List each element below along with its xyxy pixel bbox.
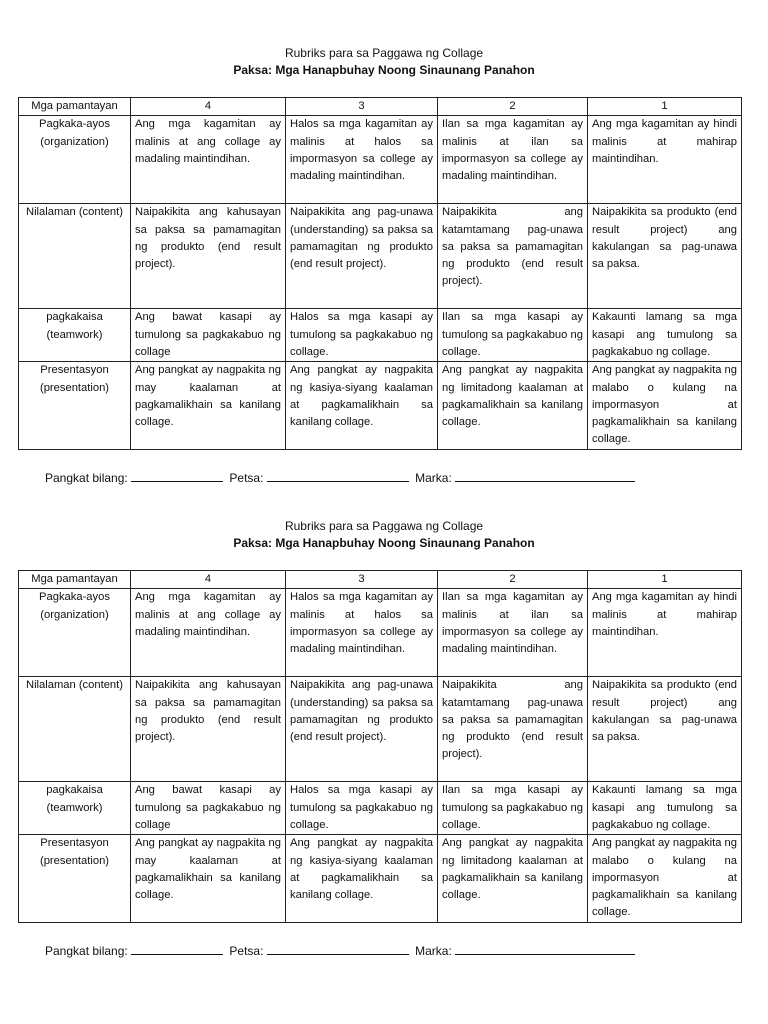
descriptor-cell: Ang pangkat ay nagpakita ng kasiya-siyang kaalaman at pagkamalikhain sa kanilang collage. [286,835,438,922]
descriptor-cell: Naipakikita ang kahusayan sa paksa sa pamamagitan ng produkto (end result project). [131,677,286,782]
descriptor-cell: Halos sa mga kasapi ay tumulong sa pagkakabuo ng collage. [286,782,438,835]
rubric-subtitle: Paksa: Mga Hanapbuhay Noong Sinaunang Panahon [233,536,535,550]
rubric-title-block [0,45,768,79]
descriptor-cell: Naipakikita ang kahusayan sa paksa sa pamamagitan ng produkto (end result project). [131,204,286,309]
descriptor-cell: Naipakikita ang katamtamang pag-unawa sa paksa sa pamamagitan ng produkto (end result project). [438,204,588,309]
descriptor-cell: Naipakikita sa produkto (end result project) ang kakulangan sa pag-unawa sa paksa. [588,204,742,309]
descriptor-cell: Ilan sa mga kasapi ay tumulong sa pagkakabuo ng collage. [438,782,588,835]
date-blank[interactable] [267,942,409,955]
table-row [19,116,742,204]
descriptor-cell: Kakaunti lamang sa mga kasapi ang tumulong sa pagkakabuo ng collage. [588,309,742,362]
rubric-sheet [0,45,768,485]
descriptor-cell: Ang bawat kasapi ay tumulong sa pagkakabuo ng collage [131,782,286,835]
criterion-cell: Presentasyon (presentation) [19,835,131,922]
descriptor-cell: Halos sa mga kagamitan ay malinis at halos sa impormasyon sa college ay madaling maintindihan. [286,116,438,204]
table-row [19,204,742,309]
rubric-title: Rubriks para sa Paggawa ng Collage [284,46,484,60]
header-score-2: 2 [438,571,588,589]
descriptor-cell: Naipakikita sa produkto (end result project) ang kakulangan sa pag-unawa sa paksa. [588,677,742,782]
rubric-title: Rubriks para sa Paggawa ng Collage [284,519,484,533]
header-score-1: 1 [588,571,742,589]
rubric-subtitle: Paksa: Mga Hanapbuhay Noong Sinaunang Panahon [233,63,535,77]
descriptor-cell: Ang pangkat ay nagpakita ng may kaalaman at pagkamalikhain sa kanilang collage. [131,362,286,449]
descriptor-cell: Naipakikita ang pag-unawa (understanding) sa paksa sa pamamagitan ng produkto (end result project). [286,677,438,782]
header-criteria: Mga pamantayan [19,571,131,589]
descriptor-cell: Ang pangkat ay nagpakita ng kasiya-siyang kaalaman at pagkamalikhain sa kanilang collage. [286,362,438,449]
rubric-sheet [0,518,768,958]
table-row [19,782,742,835]
header-score-3: 3 [286,571,438,589]
group-number-label: Pangkat bilang: [45,944,128,958]
descriptor-cell: Ang pangkat ay nagpakita ng may kaalaman at pagkamalikhain sa kanilang collage. [131,835,286,922]
table-row [19,309,742,362]
criterion-cell: pagkakaisa (teamwork) [19,782,131,835]
group-number-blank[interactable] [131,469,223,482]
grade-label: Marka: [415,944,452,958]
header-score-4: 4 [131,571,286,589]
descriptor-cell: Halos sa mga kasapi ay tumulong sa pagkakabuo ng collage. [286,309,438,362]
descriptor-cell: Ilan sa mga kasapi ay tumulong sa pagkakabuo ng collage. [438,309,588,362]
descriptor-cell: Ang mga kagamitan ay malinis at ang collage ay madaling maintindihan. [131,116,286,204]
descriptor-cell: Kakaunti lamang sa mga kasapi ang tumulong sa pagkakabuo ng collage. [588,782,742,835]
rubric-table [18,570,742,923]
date-label: Petsa: [229,471,264,485]
header-row [19,98,742,116]
grade-blank[interactable] [455,942,635,955]
criterion-cell: Pagkaka-ayos (organization) [19,589,131,677]
table-row [19,677,742,782]
header-score-1: 1 [588,98,742,116]
rubric-table [18,97,742,450]
descriptor-cell: Ilan sa mga kagamitan ay malinis at ilan sa impormasyon sa college ay madaling maintindihan. [438,589,588,677]
criterion-cell: Nilalaman (content) [19,677,131,782]
table-row [19,835,742,922]
descriptor-cell: Ang mga kagamitan ay malinis at ang collage ay madaling maintindihan. [131,589,286,677]
descriptor-cell: Ang mga kagamitan ay hindi malinis at mahirap maintindihan. [588,589,742,677]
descriptor-cell: Ang pangkat ay nagpakita ng limitadong kaalaman at pagkamalikhain sa kanilang collage. [438,362,588,449]
rubric-footer [45,469,638,486]
group-number-blank[interactable] [131,942,223,955]
descriptor-cell: Naipakikita ang pag-unawa (understanding) sa paksa sa pamamagitan ng produkto (end result project). [286,204,438,309]
descriptor-cell: Ang pangkat ay nagpakita ng malabo o kulang na impormasyon at pagkamalikhain sa kanilang collage. [588,362,742,449]
descriptor-cell: Ang pangkat ay nagpakita ng malabo o kulang na impormasyon at pagkamalikhain sa kanilang collage. [588,835,742,922]
criterion-cell: Pagkaka-ayos (organization) [19,116,131,204]
header-score-4: 4 [131,98,286,116]
descriptor-cell: Ilan sa mga kagamitan ay malinis at ilan sa impormasyon sa college ay madaling maintindihan. [438,116,588,204]
date-label: Petsa: [229,944,264,958]
grade-blank[interactable] [455,469,635,482]
header-criteria: Mga pamantayan [19,98,131,116]
rubric-title-block [0,518,768,552]
descriptor-cell: Halos sa mga kagamitan ay malinis at halos sa impormasyon sa college ay madaling maintindihan. [286,589,438,677]
criterion-cell: pagkakaisa (teamwork) [19,309,131,362]
header-score-2: 2 [438,98,588,116]
criterion-cell: Nilalaman (content) [19,204,131,309]
header-row [19,571,742,589]
group-number-label: Pangkat bilang: [45,471,128,485]
header-score-3: 3 [286,98,438,116]
grade-label: Marka: [415,471,452,485]
rubric-footer [45,942,638,959]
descriptor-cell: Ang mga kagamitan ay hindi malinis at mahirap maintindihan. [588,116,742,204]
criterion-cell: Presentasyon (presentation) [19,362,131,449]
descriptor-cell: Ang pangkat ay nagpakita ng limitadong kaalaman at pagkamalikhain sa kanilang collage. [438,835,588,922]
descriptor-cell: Naipakikita ang katamtamang pag-unawa sa paksa sa pamamagitan ng produkto (end result project). [438,677,588,782]
date-blank[interactable] [267,469,409,482]
table-row [19,362,742,449]
descriptor-cell: Ang bawat kasapi ay tumulong sa pagkakabuo ng collage [131,309,286,362]
table-row [19,589,742,677]
